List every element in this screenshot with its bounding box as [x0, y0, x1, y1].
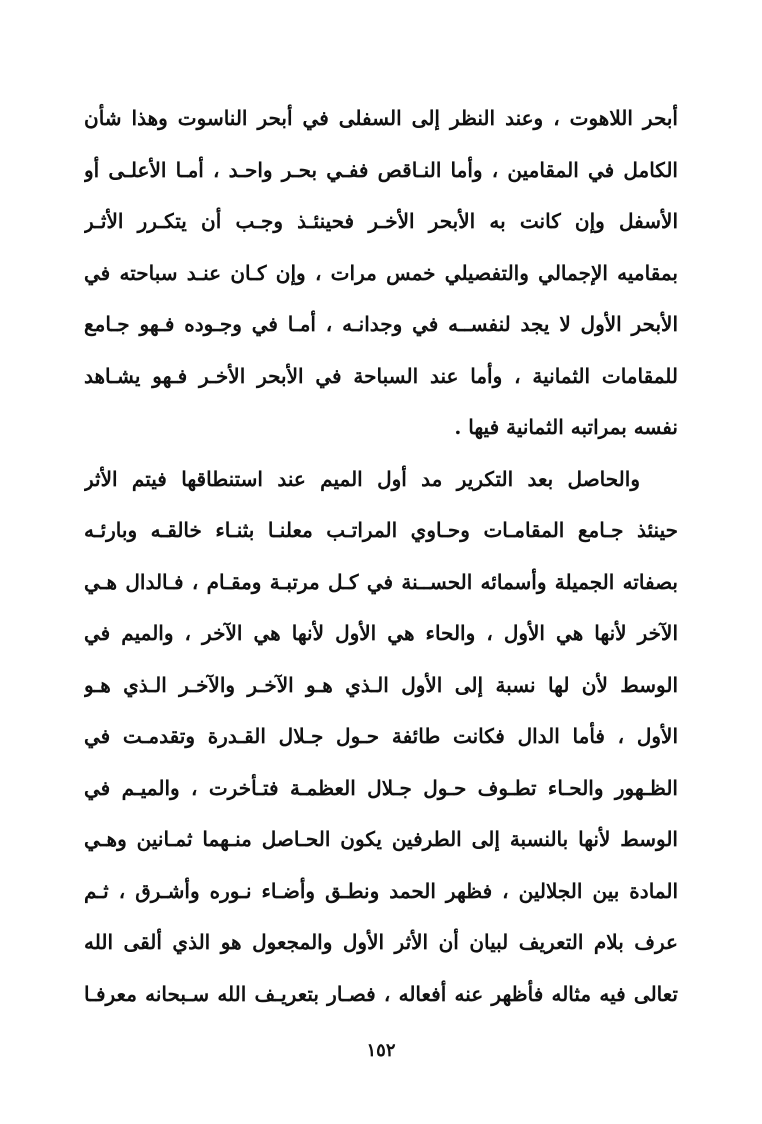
text-line: الأول ، فأما الدال فكانت طائفة حـول جـلال القـدرة وتقدمـت في — [84, 724, 678, 748]
text-line: تعالى فيه مثاله فأظهر عنه أفعاله ، فصـار بتعريـف الله سـبحانه معرفـا — [84, 981, 678, 1006]
text-line: بصفاته الجميلة وأسمائه الحســنة في كـل مرتبـة ومقـام ، فـالدال هـي — [84, 569, 678, 594]
text-line: الوسط لأنها بالنسبة إلى الطرفين يكون الحـاصل منـهما ثمـانين وهـي — [84, 827, 678, 851]
text-line: الكامل في المقامين ، وأما النـاقص ففـي بحـر واحـد ، أمـا الأعلـى أو — [84, 157, 678, 182]
text-line: حينئذ جـامع المقامـات وحـاوي المراتـب معلنـا بثنـاء خالقـه وبارئـه — [84, 518, 678, 542]
page-number: ١٥٢ — [366, 1040, 396, 1061]
paragraph-end-line: نفسه بمراتبه الثمانية فيها . — [454, 415, 678, 439]
text-line: أبحر اللاهوت ، وعند النظر إلى السفلى في أبحر الناسوت وهذا شأن — [84, 106, 678, 130]
text-line: الوسط لأن لها نسبة إلى الأول الـذي هـو الآخـر والآخـر الـذي هـو — [84, 672, 678, 697]
text-line: الآخر لأنها هي الأول ، والحاء هي الأول لأنها هي الآخر ، والميم في — [84, 621, 678, 645]
text-line: الأبحر الأول لا يجد لنفســه في وجدانـه ، أمـا في وجـوده فـهو جـامع — [84, 312, 678, 336]
body-text — [84, 96, 678, 1023]
text-line: بمقاميه الإجمالي والتفصيلي خمس مرات ، وإن كـان عنـد سباحته في — [84, 260, 678, 285]
text-line: الظـهور والحـاء تطـوف حـول جـلال العظمـة فتـأخرت ، والميـم في — [84, 775, 678, 800]
paragraph-start-line: والحاصل بعد التكرير مد أول الميم عند استنطاقها فيتم الأثر — [84, 466, 640, 491]
text-line: المادة بين الجلالين ، فظهر الحمد ونطـق وأضـاء نـوره وأشـرق ، ثـم — [84, 878, 678, 903]
text-line: للمقامات الثمانية ، وأما عند السباحة في الأبحر الأخـر فـهو يشـاهد — [84, 363, 678, 388]
text-line: عرف بلام التعريف لبيان أن الأثر الأول والمجعول هو الذي ألقى الله — [84, 930, 678, 954]
text-line: الأسفل وإن كانت به الأبحر الأخـر فحينئـذ وجـب أن يتكـرر الأثـر — [84, 209, 678, 233]
